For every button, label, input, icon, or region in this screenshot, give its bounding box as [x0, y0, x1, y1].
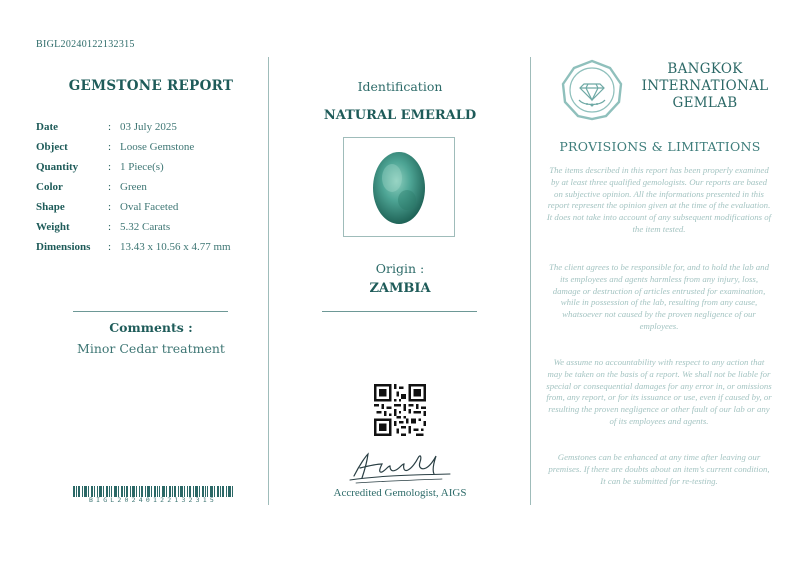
field-label: Shape	[36, 201, 65, 213]
lab-name-line: INTERNATIONAL	[641, 78, 769, 94]
provisions-paragraph: Gemstones can be enhanced at any time after leaving our premises. If there are doubts about an item's current condition, It can be submitted for re-testing.	[548, 452, 770, 486]
field-separator: :	[108, 221, 112, 233]
signature-icon	[346, 446, 454, 486]
field-label: Dimensions	[36, 241, 91, 253]
field-label: Color	[36, 181, 63, 193]
identification-label: Identification	[357, 79, 443, 94]
field-label: Object	[36, 141, 68, 153]
field-separator: :	[108, 141, 112, 153]
logo-gem-seal-icon	[560, 58, 624, 122]
stone-name: NATURAL EMERALD	[323, 108, 477, 123]
field-separator: :	[108, 201, 112, 213]
gemstone-photo	[343, 137, 455, 237]
field-label: Weight	[36, 221, 70, 233]
field-separator: :	[108, 121, 112, 133]
report-title: GEMSTONE REPORT	[68, 78, 234, 94]
provisions-paragraph: The client agrees to be responsible for, and to hold the lab and its employees and agents harmless from any injury, loss, damage or destruction of articles entrusted for examination, while in possession of the lab, resulting from any cause, whatsoever not caused by the proven negligence of our employees.	[549, 262, 769, 331]
field-value: 03 July 2025	[120, 121, 177, 133]
field-label: Quantity	[36, 161, 79, 173]
field-value: Loose Gemstone	[120, 141, 195, 153]
field-label: Date	[36, 121, 58, 133]
lab-name-line: BANGKOK	[667, 61, 743, 77]
provisions-title: PROVISIONS & LIMITATIONS	[559, 139, 761, 154]
field-separator: :	[108, 161, 112, 173]
field-color	[36, 181, 147, 193]
field-shape	[36, 201, 178, 213]
comments-text: Minor Cedar treatment	[77, 341, 225, 356]
origin-value: ZAMBIA	[369, 281, 431, 296]
report-number: BIGL20240122132315	[36, 39, 135, 50]
comments-divider	[73, 311, 228, 312]
provisions-paragraph: We assume no accountability with respect to any action that may be taken on the basis of a report. We shall not be liable for special or consequential damages for any error in, or omissions from, any report, or for its issuance or use, even if caused by, or resulting the proven negligence or other fault of our lab or any of its employees and agents.	[546, 357, 772, 426]
origin-label: Origin :	[375, 261, 425, 276]
origin-divider	[322, 311, 477, 312]
field-object	[36, 141, 194, 153]
field-value: Oval Faceted	[120, 201, 179, 213]
field-value: 13.43 x 10.56 x 4.77 mm	[120, 241, 231, 253]
field-separator: :	[108, 241, 112, 253]
field-weight	[36, 221, 170, 233]
divider-left	[268, 57, 269, 505]
field-value: Green	[120, 181, 147, 193]
emerald-image	[344, 138, 454, 236]
comments-title: Comments :	[109, 320, 193, 335]
field-quantity	[36, 161, 164, 173]
field-date	[36, 121, 177, 133]
divider-right	[530, 57, 531, 505]
gemologist-credential: Accredited Gemologist, AIGS	[333, 487, 467, 499]
qr-code-icon	[374, 384, 426, 436]
field-value: 1 Piece(s)	[120, 161, 164, 173]
barcode-text: BIGL20240122132315	[88, 496, 218, 504]
lab-name-line: GEMLAB	[672, 95, 738, 111]
field-dimensions	[36, 241, 231, 253]
field-value: 5.32 Carats	[120, 221, 171, 233]
field-separator: :	[108, 181, 112, 193]
provisions-paragraph: The items described in this report has been properly examined by at least three qualified gemologists. Our reports are based on subjective opinion. All the informations presented in this report represent the opinion given at the time of the evaluation. It does not take into account of any subsequent modifications of the item tested.	[546, 165, 772, 234]
lab-name	[634, 61, 776, 112]
